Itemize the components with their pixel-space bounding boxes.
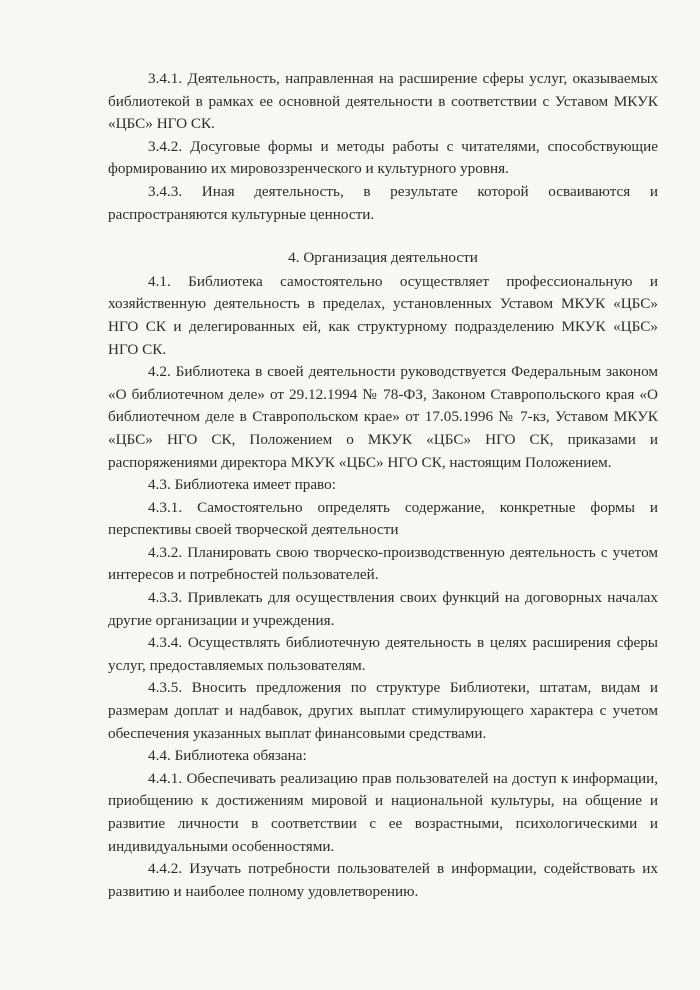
paragraph-3-4-2: 3.4.2. Досуговые формы и методы работы с читателями, способствующие формированию их мировоззренческого и культурного уровня. xyxy=(108,137,658,178)
paragraph-4-3-4: 4.3.4. Осуществлять библиотечную деятельность в целях расширения сферы услуг, предоставляемых пользователям. xyxy=(108,634,658,674)
paragraph-4-3-5: 4.3.5. Вносить предложения по структуре Библиотеки, штатам, видам и размерам доплат и надбавок, других выплат стимулирующего характера с учетом обеспечения указанных выплат финансовыми средствами. xyxy=(108,679,658,742)
paragraph-4-2: 4.2. Библиотека в своей деятельности руководствуется Федеральным законом «О библиотечном деле» от 29.12.1994 № 78-ФЗ, Законом Ставропольского края «О библиотечном деле в Ставропольском крае» от 17.05.1996 № 7-кз, Уставом МКУК «ЦБС» НГО СК, Положением о МКУК «ЦБС» НГО СК, приказами и распоряжениями директора МКУК «ЦБС» НГО СК, настоящим Положением. xyxy=(108,363,658,471)
paragraph-4-3-2: 4.3.2. Планировать свою творческо-производственную деятельность с учетом интересов и потребностей пользователей. xyxy=(108,543,658,584)
paragraph-4-4: 4.4. Библиотека обязана: xyxy=(148,747,307,765)
paragraph-3-4-1: 3.4.1. Деятельность, направленная на расширение сферы услуг, оказываемых библиотекой в рамках ее основной деятельности в соответствии с Уставом МКУК «ЦБС» НГО СК. xyxy=(108,70,658,133)
paragraph-4-3: 4.3. Библиотека имеет право: xyxy=(148,476,336,494)
paragraph-4-1: 4.1. Библиотека самостоятельно осуществляет профессиональную и хозяйственную деятельность в пределах, установленных Уставом МКУК «ЦБС» НГО СК и делегированных ей, как структурному подразделению МКУК «ЦБС» НГО СК. xyxy=(108,272,658,358)
paragraph-4-3-1: 4.3.1. Самостоятельно определять содержание, конкретные формы и перспективы своей творческой деятельности xyxy=(108,498,658,539)
paragraph-4-4-1: 4.4.1. Обеспечивать реализацию прав пользователей на доступ к информации, приобщению к достижениям мировой и национальной культуры, на общение и развитие личности в соответствии с ее возрастными, психологическими и индивидуальными особенностями. xyxy=(108,769,658,855)
paragraph-4-3-3: 4.3.3. Привлекать для осуществления своих функций на договорных началах другие организации и учреждения. xyxy=(108,589,658,629)
paragraph-3-4-3: 3.4.3. Иная деятельность, в результате которой осваиваются и распространяются культурные ценности. xyxy=(108,182,658,223)
paragraph-4-4-2: 4.4.2. Изучать потребности пользователей в информации, содействовать их развитию и наиболее полному удовлетворению. xyxy=(108,860,658,900)
section-heading: 4. Организация деятельности xyxy=(288,249,478,267)
document-body xyxy=(108,68,658,903)
